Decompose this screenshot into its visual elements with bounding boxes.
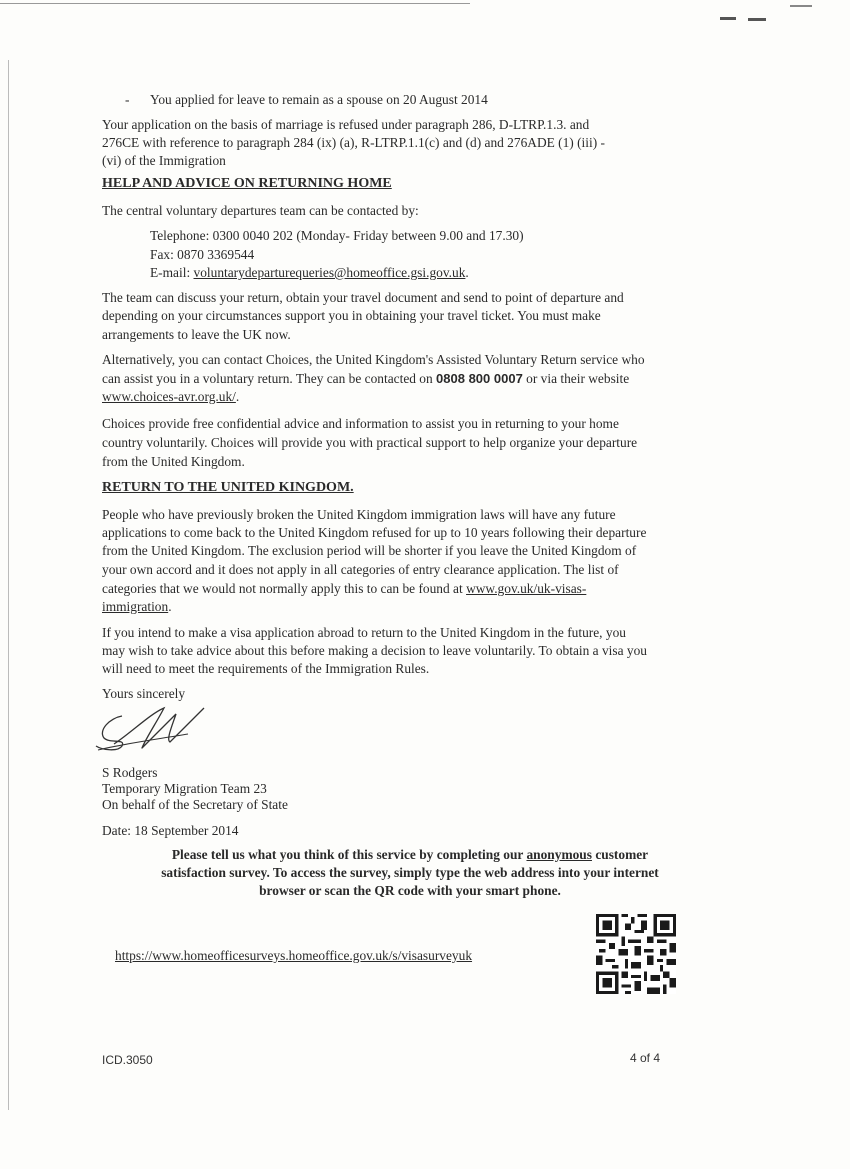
return-line5-pre: categories that we would not normally apply this to can be found at [102,581,467,596]
survey-url-link[interactable]: https://www.homeofficesurveys.homeoffice.gov.uk/s/visasurveyuk [115,948,473,963]
scan-left-edge [8,60,9,1110]
survey-line: satisfaction survey. To access the survey, simply type the web address into your internet [161,865,659,880]
team-line: arrangements to leave the UK now. [102,327,291,342]
choices-line: Choices provide free confidential advice and information to assist you in returning to your home [102,416,619,431]
alt-line: Alternatively, you can contact Choices, the United Kingdom's Assisted Voluntary Return service who [102,352,645,367]
scan-edge-line [0,3,470,4]
refusal-line: 276CE with reference to paragraph 284 (ix) (a), R-LTRP.1.1(c) and (d) and 276ADE (1) (iii) - [102,135,605,150]
email-line [150,264,469,283]
return-line: from the United Kingdom. The exclusion period will be shorter if you leave the United Kingdom of [102,543,637,558]
survey-anonymous: anonymous [526,847,592,862]
signatory-behalf: On behalf of the Secretary of State [102,797,288,812]
signatory-name: S Rodgers [102,765,158,780]
visa-line: will need to meet the requirements of the Immigration Rules. [102,661,430,676]
alt-line [102,370,629,389]
letter-date: Date: 18 September 2014 [102,823,239,838]
alt-line2-pre: can assist you in a voluntary return. They can be contacted on [102,371,437,386]
survey-line1-post: customer [591,847,649,862]
qr-code[interactable] [596,914,676,994]
survey-line [100,846,720,865]
choices-phone: 0808 800 0007 [436,371,523,386]
scan-mark-2 [748,18,766,21]
scan-mark-1 [720,17,736,20]
help-intro: The central voluntary departures team can be contacted by: [102,203,419,218]
bullet-marker: - [125,92,130,107]
email-link[interactable]: voluntarydeparturequeries@homeoffice.gsi.gov.uk [193,265,466,280]
email-label: E-mail: [150,265,194,280]
gov-link-end: . [168,599,172,614]
choices-website-link[interactable]: www.choices-avr.org.uk/ [102,389,236,404]
page-number: 4 of 4 [630,1051,661,1065]
team-line: depending on your circumstances support you in obtaining your travel ticket. You must make [102,308,601,323]
alt-line [102,388,239,407]
gov-link-part2[interactable]: immigration [102,599,169,614]
salutation: Yours sincerely [102,686,186,701]
scan-mark-3 [790,5,812,7]
team-line: The team can discuss your return, obtain your travel document and send to point of departure and [102,290,624,305]
signatory-team: Temporary Migration Team 23 [102,781,267,796]
gov-link-part1[interactable]: www.gov.uk/uk-visas- [466,581,587,596]
telephone-line: Telephone: 0300 0040 202 (Monday- Friday between 9.00 and 17.30) [150,228,524,243]
help-heading: HELP AND ADVICE ON RETURNING HOME [102,176,392,191]
visa-line: If you intend to make a visa application abroad to return to the United Kingdom in the future, you [102,625,626,640]
return-line: applications to come back to the United Kingdom refused for up to 10 years following their departure [102,525,647,540]
return-line: your own accord and it does not apply in all categories of entry clearance application. The list of [102,562,619,577]
survey-line: browser or scan the QR code with your smart phone. [259,883,561,898]
choices-line: country voluntarily. Choices will provide you with practical support to help organize your departure [102,435,638,450]
survey-line1-pre: Please tell us what you think of this service by completing our [171,847,527,862]
visa-line: may wish to take advice about this before making a decision to leave voluntarily. To obtain a visa you [102,643,647,658]
return-line: People who have previously broken the United Kingdom immigration laws will have any future [102,507,616,522]
choices-line: from the United Kingdom. [102,454,245,469]
alt-end: . [235,389,240,404]
document-code: ICD.3050 [102,1053,153,1067]
return-heading: RETURN TO THE UNITED KINGDOM. [102,480,354,495]
return-line [102,598,172,617]
bullet-text: You applied for leave to remain as a spouse on 20 August 2014 [150,92,488,107]
alt-line2-post: or via their website [522,371,630,386]
refusal-line: Your application on the basis of marriage is refused under paragraph 286, D-LTRP.1.3. and [102,117,590,132]
refusal-line: (vi) of the Immigration [102,153,226,168]
return-line [102,580,586,599]
email-end: . [465,265,469,280]
fax-line: Fax: 0870 3369544 [150,247,255,262]
signature [92,700,222,756]
